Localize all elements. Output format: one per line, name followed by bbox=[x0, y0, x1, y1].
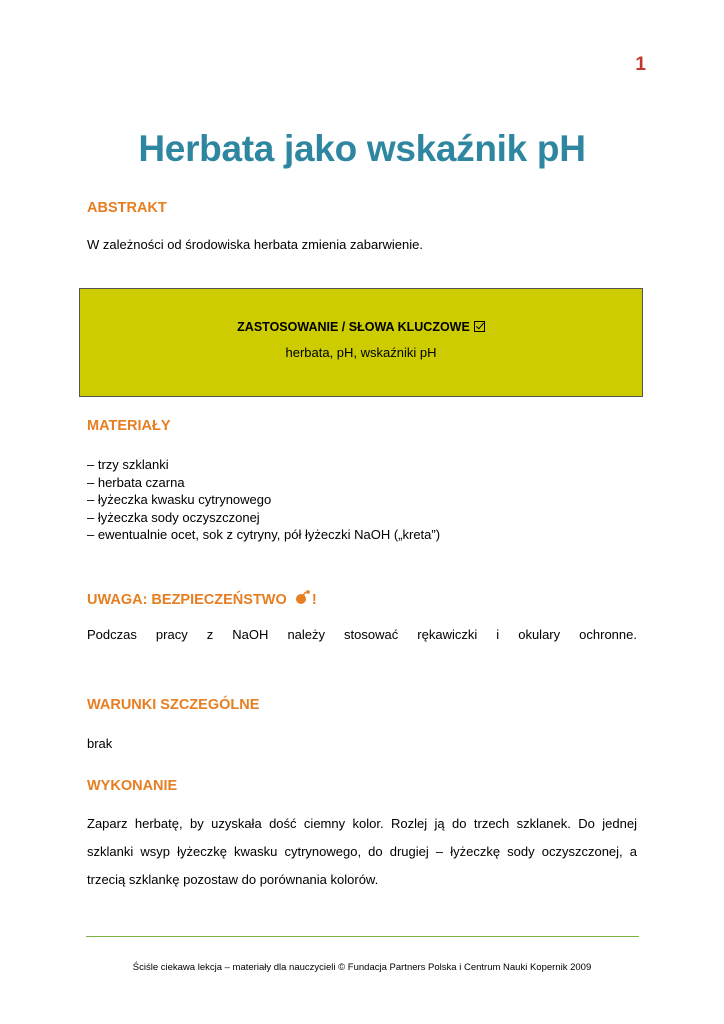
materials-list bbox=[87, 456, 440, 544]
list-item: – trzy szklanki bbox=[87, 457, 169, 472]
special-conditions-text: brak bbox=[87, 736, 113, 751]
footer-divider bbox=[86, 936, 639, 937]
safety-heading: UWAGA: BEZPIECZEŃSTWO bbox=[87, 592, 287, 608]
keywords-text: herbata, pH, wskaźniki pH bbox=[285, 345, 437, 360]
page-number: 1 bbox=[635, 54, 646, 75]
list-item: – ewentualnie ocet, sok z cytryny, pół łyżeczki NaOH („kreta”) bbox=[87, 527, 441, 542]
safety-heading-suffix: ! bbox=[311, 592, 317, 608]
procedure-line: szklanki wsyp łyżeczkę kwasku cytrynowego, do drugiej – łyżeczkę sody oczyszczonej, a bbox=[87, 844, 637, 859]
procedure-heading: WYKONANIE bbox=[87, 778, 178, 794]
bomb-icon bbox=[294, 589, 312, 605]
materials-heading: MATERIAŁY bbox=[87, 418, 171, 434]
procedure-line: Zaparz herbatę, by uzyskała dość ciemny kolor. Rozlej ją do trzech szklanek. Do jednej bbox=[87, 816, 637, 831]
page-title: Herbata jako wskaźnik pH bbox=[138, 128, 586, 169]
checkbox-checked-icon bbox=[474, 321, 485, 332]
list-item: – herbata czarna bbox=[87, 474, 185, 490]
footer-text: Ściśle ciekawa lekcja – materiały dla nauczycieli © Fundacja Partners Polska i Centrum Nauki Kopernik 2009 bbox=[132, 962, 592, 973]
list-item: – łyżeczka kwasku cytrynowego bbox=[87, 492, 272, 507]
abstract-heading: ABSTRAKT bbox=[87, 200, 167, 216]
safety-heading-line bbox=[87, 589, 317, 608]
keywords-box bbox=[79, 288, 643, 397]
safety-text: Podczas pracy z NaOH należy stosować rękawiczki i okulary ochronne. bbox=[87, 627, 637, 642]
procedure-line: trzecią szklankę pozostaw do porównania kolorów. bbox=[87, 872, 379, 887]
keywords-heading-line bbox=[80, 320, 642, 334]
abstract-text: W zależności od środowiska herbata zmienia zabarwienie. bbox=[87, 237, 423, 252]
special-conditions-heading: WARUNKI SZCZEGÓLNE bbox=[87, 697, 260, 713]
list-item: – łyżeczka sody oczyszczonej bbox=[87, 509, 260, 525]
keywords-heading: ZASTOSOWANIE / SŁOWA KLUCZOWE bbox=[237, 320, 470, 334]
